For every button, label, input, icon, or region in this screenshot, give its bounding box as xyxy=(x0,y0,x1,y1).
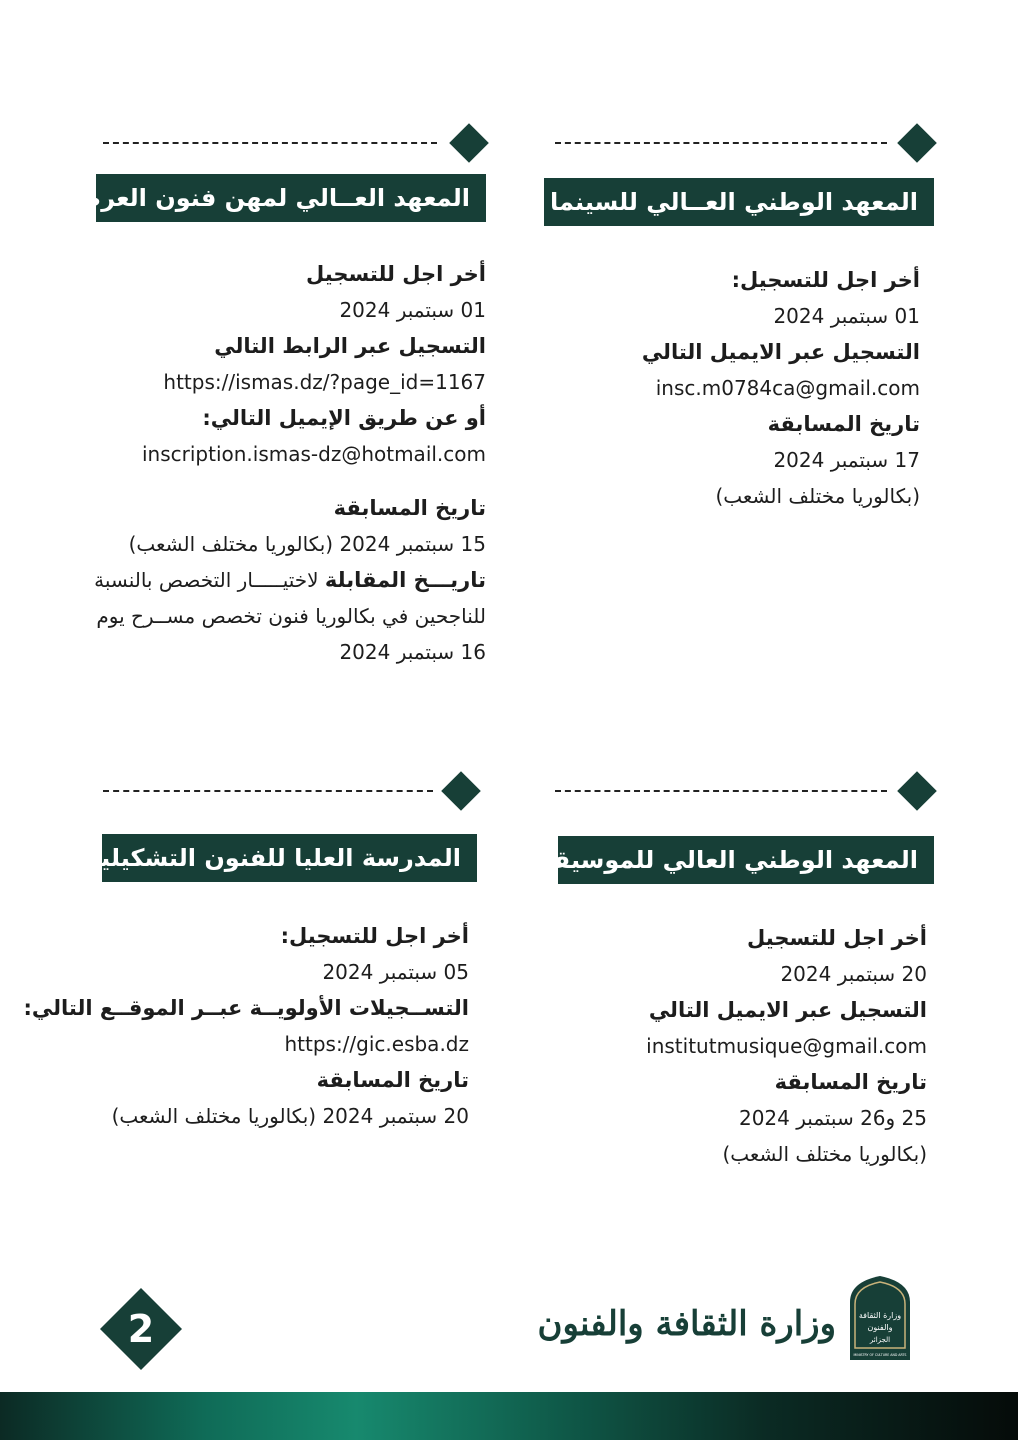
contest-date: 17 سبتمبر 2024 xyxy=(773,448,920,472)
interview-text-1: لاختيـــــار التخصص بالنسبة xyxy=(94,568,319,592)
deadline-label: أخر اجل للتسجيل: xyxy=(280,924,469,948)
interview-line-3: 16 سبتمبر 2024 xyxy=(339,640,486,664)
interview-line-1 xyxy=(66,562,486,598)
section-title-music: المعهد الوطني العالي للموسيقى xyxy=(558,836,934,884)
separator-top-right xyxy=(555,124,935,164)
contest-note: (بكالوريا مختلف الشعب) xyxy=(722,1142,927,1166)
contest-label: تاريخ المسابقة xyxy=(316,1068,469,1092)
deadline-value: 01 سبتمبر 2024 xyxy=(773,304,920,328)
diamond-icon xyxy=(441,771,481,811)
section-cinema-body xyxy=(520,262,920,514)
separator-top-left xyxy=(103,124,487,164)
deadline-value: 20 سبتمبر 2024 xyxy=(780,962,927,986)
separator-bottom-left xyxy=(103,772,479,812)
contest-label: تاريخ المسابقة xyxy=(767,412,920,436)
email-label: أو عن طريق الإيميل التالي: xyxy=(202,406,486,430)
deadline-label: أخر اجل للتسجيل: xyxy=(731,268,920,292)
contest-date: 20 سبتمبر 2024 (بكالوريا مختلف الشعب) xyxy=(111,1104,469,1128)
email-label: التسجيل عبر الايميل التالي xyxy=(648,998,927,1022)
email-value[interactable]: inscription.ismas-dz@hotmail.com xyxy=(141,442,486,466)
section-title-fine-arts: المدرسة العليا للفنون التشكيلية xyxy=(102,834,477,882)
registration-link[interactable]: https://ismas.dz/?page_id=1167 xyxy=(163,370,486,394)
page-number: 2 xyxy=(127,1307,155,1351)
emblem-text: وزارة الثقافة xyxy=(858,1311,902,1320)
footer-bar xyxy=(0,1392,1018,1440)
diamond-icon xyxy=(897,123,937,163)
diamond-icon xyxy=(449,123,489,163)
ministry-logo-text: وزارة الثقافة والفنون xyxy=(537,1304,836,1344)
contest-label: تاريخ المسابقة xyxy=(333,496,486,520)
email-value[interactable]: institutmusique@gmail.com xyxy=(646,1034,927,1058)
contest-date: 15 سبتمبر 2024 (بكالوريا مختلف الشعب) xyxy=(128,532,486,556)
diamond-icon xyxy=(897,771,937,811)
contest-label: تاريخ المسابقة xyxy=(774,1070,927,1094)
contest-date: 25 و26 سبتمبر 2024 xyxy=(738,1106,927,1130)
deadline-label: أخر اجل للتسجيل xyxy=(306,262,486,286)
emblem-text-2: والفنون xyxy=(867,1323,893,1332)
contest-note: (بكالوريا مختلف الشعب) xyxy=(715,484,920,508)
section-performing-arts-body xyxy=(66,256,486,670)
interview-label: تاريـــخ المقابلة xyxy=(324,568,486,592)
website-label: التســجيلات الأولويــة عبــر الموقــع التالي: xyxy=(23,996,469,1020)
separator-bottom-right xyxy=(555,772,935,812)
email-label: التسجيل عبر الايميل التالي xyxy=(641,340,920,364)
deadline-value: 01 سبتمبر 2024 xyxy=(339,298,486,322)
section-title-performing-arts: المعهد العــالي لمهن فنون العرض xyxy=(96,174,486,222)
section-music-body xyxy=(527,920,927,1172)
interview-line-2: للناجحين في بكالوريا فنون تخصص مســرح يوم xyxy=(96,604,486,628)
link-label: التسجيل عبر الرابط التالي xyxy=(214,334,486,358)
website-link[interactable]: https://gic.esba.dz xyxy=(284,1032,469,1056)
emblem-caption: MINISTRY OF CULTURE AND ARTS xyxy=(853,1353,907,1357)
email-value[interactable]: insc.m0784ca@gmail.com xyxy=(655,376,920,400)
section-fine-arts-body xyxy=(23,918,469,1134)
ministry-emblem-icon xyxy=(846,1272,914,1362)
emblem-text-3: الجزائر xyxy=(869,1336,891,1344)
deadline-label: أخر اجل للتسجيل xyxy=(747,926,927,950)
section-title-cinema: المعهد الوطني العــالي للسينما xyxy=(544,178,934,226)
deadline-value: 05 سبتمبر 2024 xyxy=(322,960,469,984)
